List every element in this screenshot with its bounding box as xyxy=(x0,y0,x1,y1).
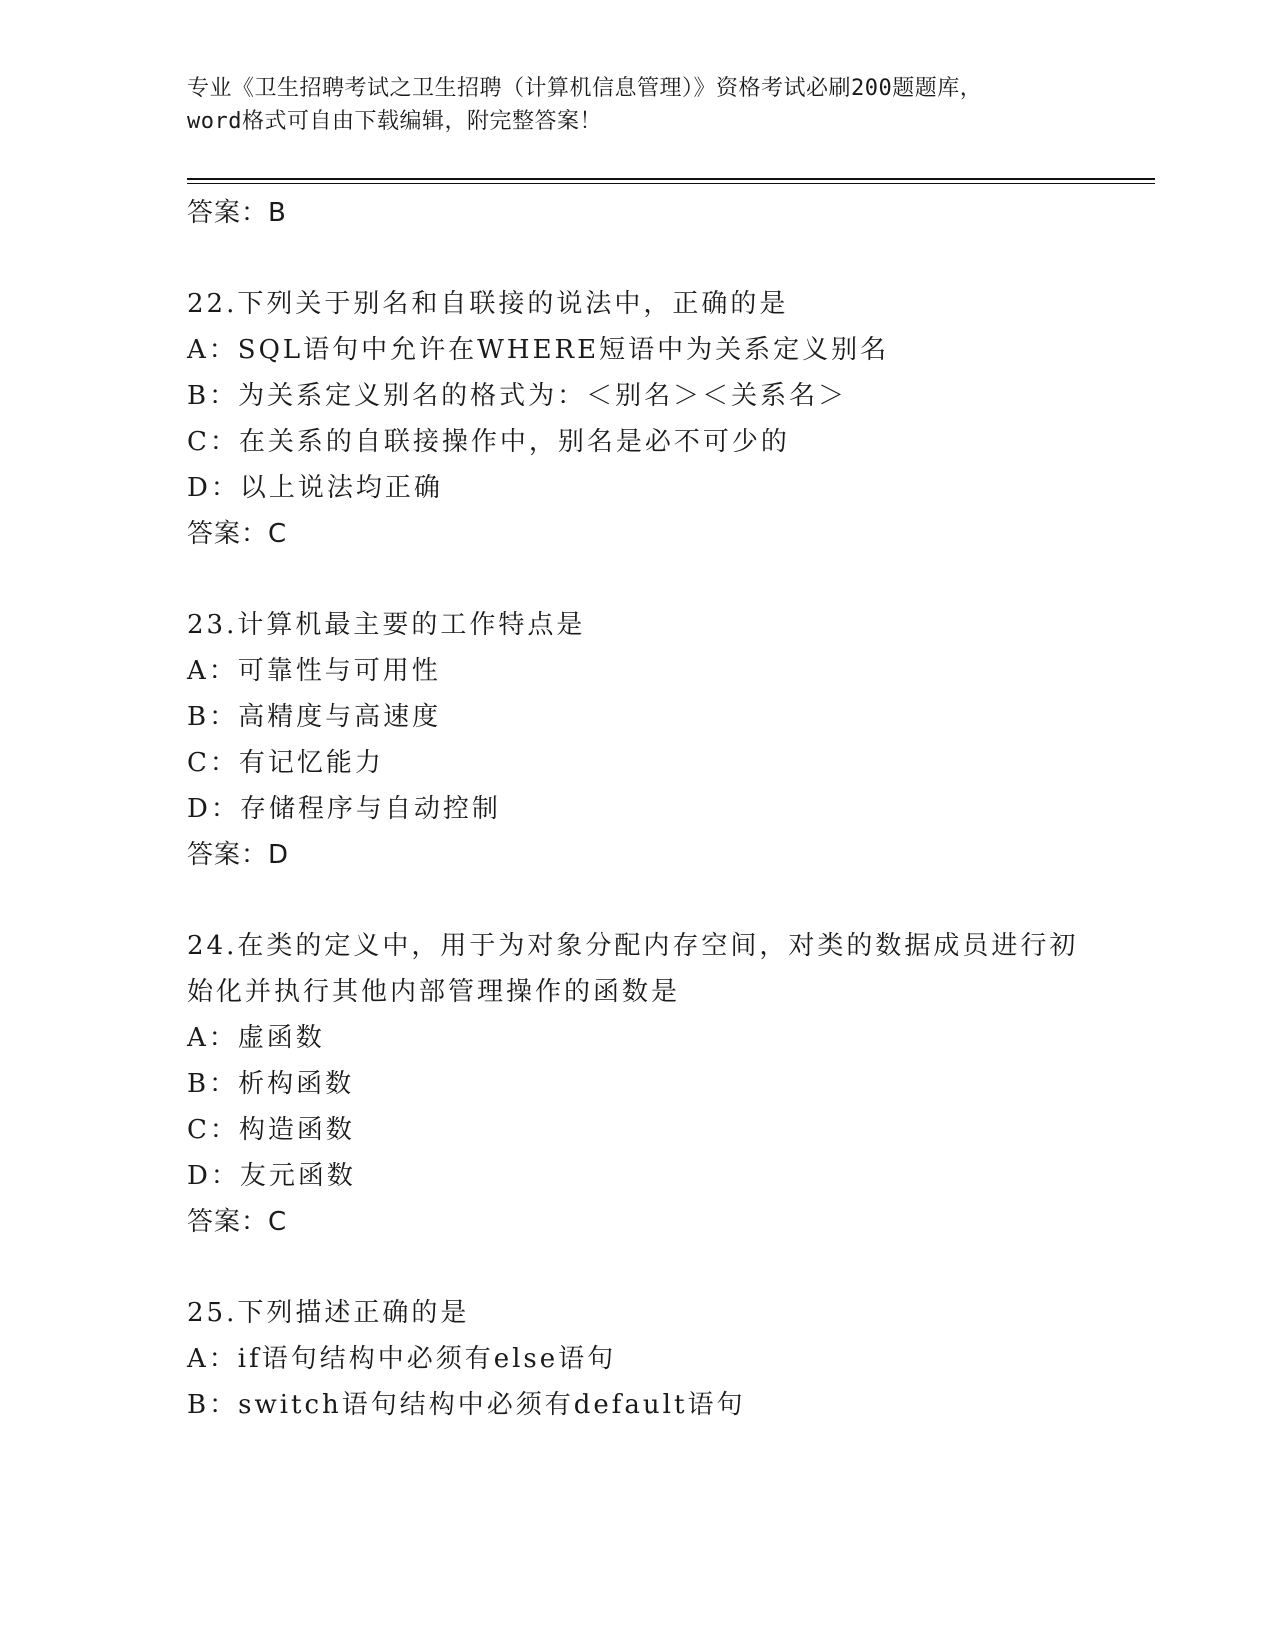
spacer xyxy=(187,878,1087,923)
option-d: D：以上说法均正确 xyxy=(187,473,443,503)
option-a: A：虚函数 xyxy=(187,1023,325,1053)
option-d: D：存储程序与自动控制 xyxy=(187,794,501,824)
answer-line: 答案：C xyxy=(187,519,288,549)
question-title: 23.计算机最主要的工作特点是 xyxy=(187,610,586,640)
question-title: 25.下列描述正确的是 xyxy=(187,1298,470,1328)
question-23 xyxy=(187,602,1087,878)
option-b: B：为关系定义别名的格式为：＜别名＞＜关系名＞ xyxy=(187,381,848,411)
answer-line: 答案：C xyxy=(187,1207,288,1237)
question-25 xyxy=(187,1290,1087,1428)
header-line-1: 专业《卫生招聘考试之卫生招聘（计算机信息管理）》资格考试必刷200题题库， xyxy=(187,76,983,101)
spacer xyxy=(187,236,1087,281)
question-24 xyxy=(187,923,1087,1245)
question-22 xyxy=(187,281,1087,557)
question-title: 22.下列关于别名和自联接的说法中，正确的是 xyxy=(187,289,789,319)
option-a: A：可靠性与可用性 xyxy=(187,656,441,686)
document-body xyxy=(187,190,1087,1428)
option-b: B：高精度与高速度 xyxy=(187,702,442,732)
option-b: B：析构函数 xyxy=(187,1069,355,1099)
previous-answer: 答案：B xyxy=(187,198,287,228)
header-divider-thick xyxy=(187,178,1155,180)
option-c: C：构造函数 xyxy=(187,1115,355,1145)
option-c: C：在关系的自联接操作中，别名是必不可少的 xyxy=(187,427,790,457)
option-d: D：友元函数 xyxy=(187,1161,356,1191)
spacer xyxy=(187,557,1087,602)
document-header xyxy=(187,72,1087,138)
spacer xyxy=(187,1245,1087,1290)
option-c: C：有记忆能力 xyxy=(187,748,384,778)
header-divider-thin xyxy=(187,183,1155,184)
header-line-2: word格式可自由下载编辑，附完整答案！ xyxy=(187,109,602,134)
option-b: B：switch语句结构中必须有default语句 xyxy=(187,1390,746,1420)
answer-line: 答案：D xyxy=(187,840,290,870)
option-a: A：if语句结构中必须有else语句 xyxy=(187,1344,617,1374)
question-title-line-2: 始化并执行其他内部管理操作的函数是 xyxy=(187,977,681,1007)
question-title-line-1: 24.在类的定义中，用于为对象分配内存空间，对类的数据成员进行初 xyxy=(187,931,1079,961)
option-a: A：SQL语句中允许在WHERE短语中为关系定义别名 xyxy=(187,335,890,365)
